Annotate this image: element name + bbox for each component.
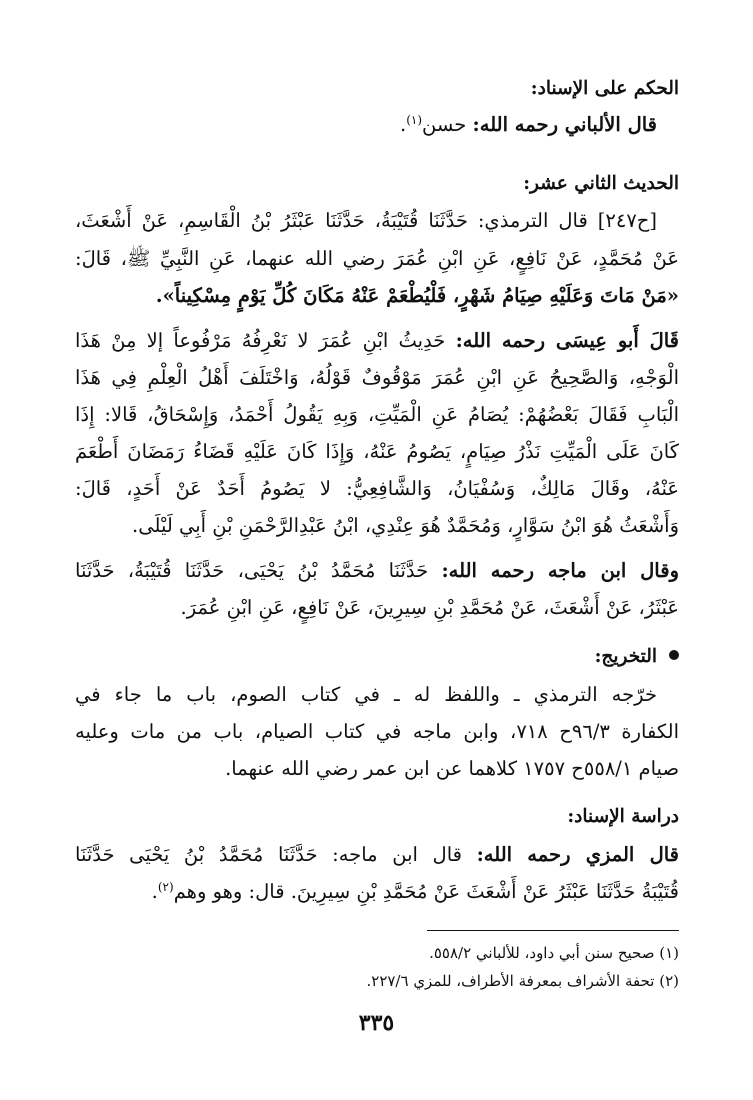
footnote-ref-1: (١) bbox=[406, 113, 423, 127]
ruling-end: . bbox=[400, 113, 407, 136]
ruling-line bbox=[75, 106, 657, 143]
tirmidhi-line-1 bbox=[75, 322, 679, 359]
ruling-speaker: قال الألباني رحمه الله: bbox=[472, 113, 657, 136]
tirmidhi-line-2: الْوَجْهِ، وَالصَّحِيحُ عَنِ ابْنِ عُمَرَ مَوْقُوفٌ قَوْلُهُ، وَاخْتَلَفَ أَهْلُ الْعِلْمِ فِي هَذَا bbox=[75, 366, 679, 389]
hadith-line-2: عَنْ مُحَمَّدٍ، عَنْ نَافِعٍ، عَنِ ابْنِ عُمَرَ رضي الله عنهما، عَنِ النَّبِيِّ ﷺ، قَالَ: bbox=[75, 247, 679, 270]
hadith-heading: الحديث الثاني عشر: bbox=[523, 173, 679, 194]
tirmidhi-line-6: وَأَشْعَثُ هُوَ ابْنُ سَوَّارٍ، وَمُحَمَّدٌ هُوَ عِنْدِي، ابْنُ عَبْدِالرَّحْمَنِ بْنِ أَبِي لَيْلَى. bbox=[132, 514, 679, 537]
tirmidhi-line-1-text: حَدِيثُ ابْنِ عُمَرَ لا نَعْرِفُهُ مَرْفُوعاً إلا مِنْ هَذَا bbox=[75, 329, 456, 352]
ruling-text: حسن bbox=[422, 113, 473, 136]
study-line-1 bbox=[75, 836, 679, 873]
tirmidhi-line-5: عَنْهُ، وقَالَ مَالِكٌ، وَسُفْيَانُ، وَالشَّافِعِيُّ: لا يَصُومُ أَحَدٌ عَنْ أَحَدٍ، قَالَ: bbox=[75, 477, 679, 500]
study-line-1-text: قال ابن ماجه: حَدَّثَنَا مُحَمَّدُ بْنُ يَحْيَى حَدَّثَنَا bbox=[75, 843, 477, 866]
hadith-quote: «مَنْ مَاتَ وَعَلَيْهِ صِيَامُ شَهْرٍ، فَلْيُطْعَمْ عَنْهُ مَكَانَ كُلِّ يَوْمٍ مِسْكِيناً». bbox=[155, 284, 679, 307]
ibnmajah-line-1-text: حَدَّثَنَا مُحَمَّدُ بْنُ يَحْيَى، حَدَّثَنَا قُتَيْبَةُ، حَدَّثَنَا bbox=[75, 559, 442, 582]
footnote-2: (٢) تحفة الأشراف بمعرفة الأطراف، للمزي ٢٢٧/٦. bbox=[366, 972, 679, 990]
tirmidhi-line-4: كَانَ عَلَى الْمَيِّتِ نَذْرُ صِيَامٍ، يَصُومُ عَنْهُ، وَإِذَا كَانَ عَلَيْهِ قَضَاءُ رَمَضَانَ أَطْعَمَ bbox=[75, 440, 679, 463]
tirmidhi-line-3: الْبَابِ فَقَالَ بَعْضُهُمْ: يُصَامُ عَنِ الْمَيِّتِ، وَبِهِ يَقُولُ أَحْمَدُ، وَإِسْحَاقُ، قَالا: إِذَا bbox=[75, 403, 679, 426]
study-end: . bbox=[151, 880, 158, 903]
ibnmajah-line-1 bbox=[75, 552, 679, 589]
footnote-ref-2: (٢) bbox=[157, 880, 174, 894]
takhrij-line-1: خرّجه الترمذي ـ واللفظ له ـ في كتاب الصوم، باب ما جاء في bbox=[75, 683, 657, 706]
ruling-heading: الحكم على الإسناد: bbox=[530, 78, 679, 99]
takhrij-line-2: الكفارة ٩٦/٣ح ٧١٨، وابن ماجه في كتاب الصيام، باب من مات وعليه bbox=[75, 720, 679, 743]
study-line-2 bbox=[75, 873, 679, 910]
bullet-icon bbox=[669, 650, 679, 660]
tirmidhi-lead: قَالَ أَبو عِيسَى رحمه الله: bbox=[455, 329, 679, 352]
footnote-1: (١) صحيح سنن أبي داود، للألباني ٥٥٨/٢. bbox=[429, 944, 679, 962]
footnote-separator bbox=[427, 930, 679, 931]
study-line-2-text: قُتَيْبَةُ حَدَّثَنَا عَبْثَرُ عَنْ أَشْعَثَ عَنْ مُحَمَّدِ بْنِ سِيرِينَ. قال: وهو وهم bbox=[173, 880, 679, 903]
ibnmajah-line-2: عَبْثَرُ، عَنْ أَشْعَثَ، عَنْ مُحَمَّدِ بْنِ سِيرِينَ، عَنْ نَافِعٍ، عَنِ ابْنِ عُمَرَ. bbox=[180, 596, 679, 619]
study-heading: دراسة الإسناد: bbox=[567, 806, 679, 827]
takhrij-heading: التخريج: bbox=[594, 646, 657, 667]
page-number: ٣٣٥ bbox=[358, 1010, 395, 1036]
study-lead: قال المزي رحمه الله: bbox=[476, 843, 679, 866]
takhrij-line-3: صيام ٥٥٨/١ح ١٧٥٧ كلاهما عن ابن عمر رضي الله عنهما. bbox=[225, 757, 679, 780]
hadith-line-1: [ح٢٤٧] قال الترمذي: حَدَّثَنَا قُتَيْبَةُ، حَدَّثَنَا عَبْثَرُ بْنُ الْقَاسِمِ، عَنْ أَشْعَثَ، bbox=[75, 209, 657, 232]
takhrij-heading-row bbox=[75, 638, 679, 675]
ibnmajah-lead: وقال ابن ماجه رحمه الله: bbox=[441, 559, 679, 582]
